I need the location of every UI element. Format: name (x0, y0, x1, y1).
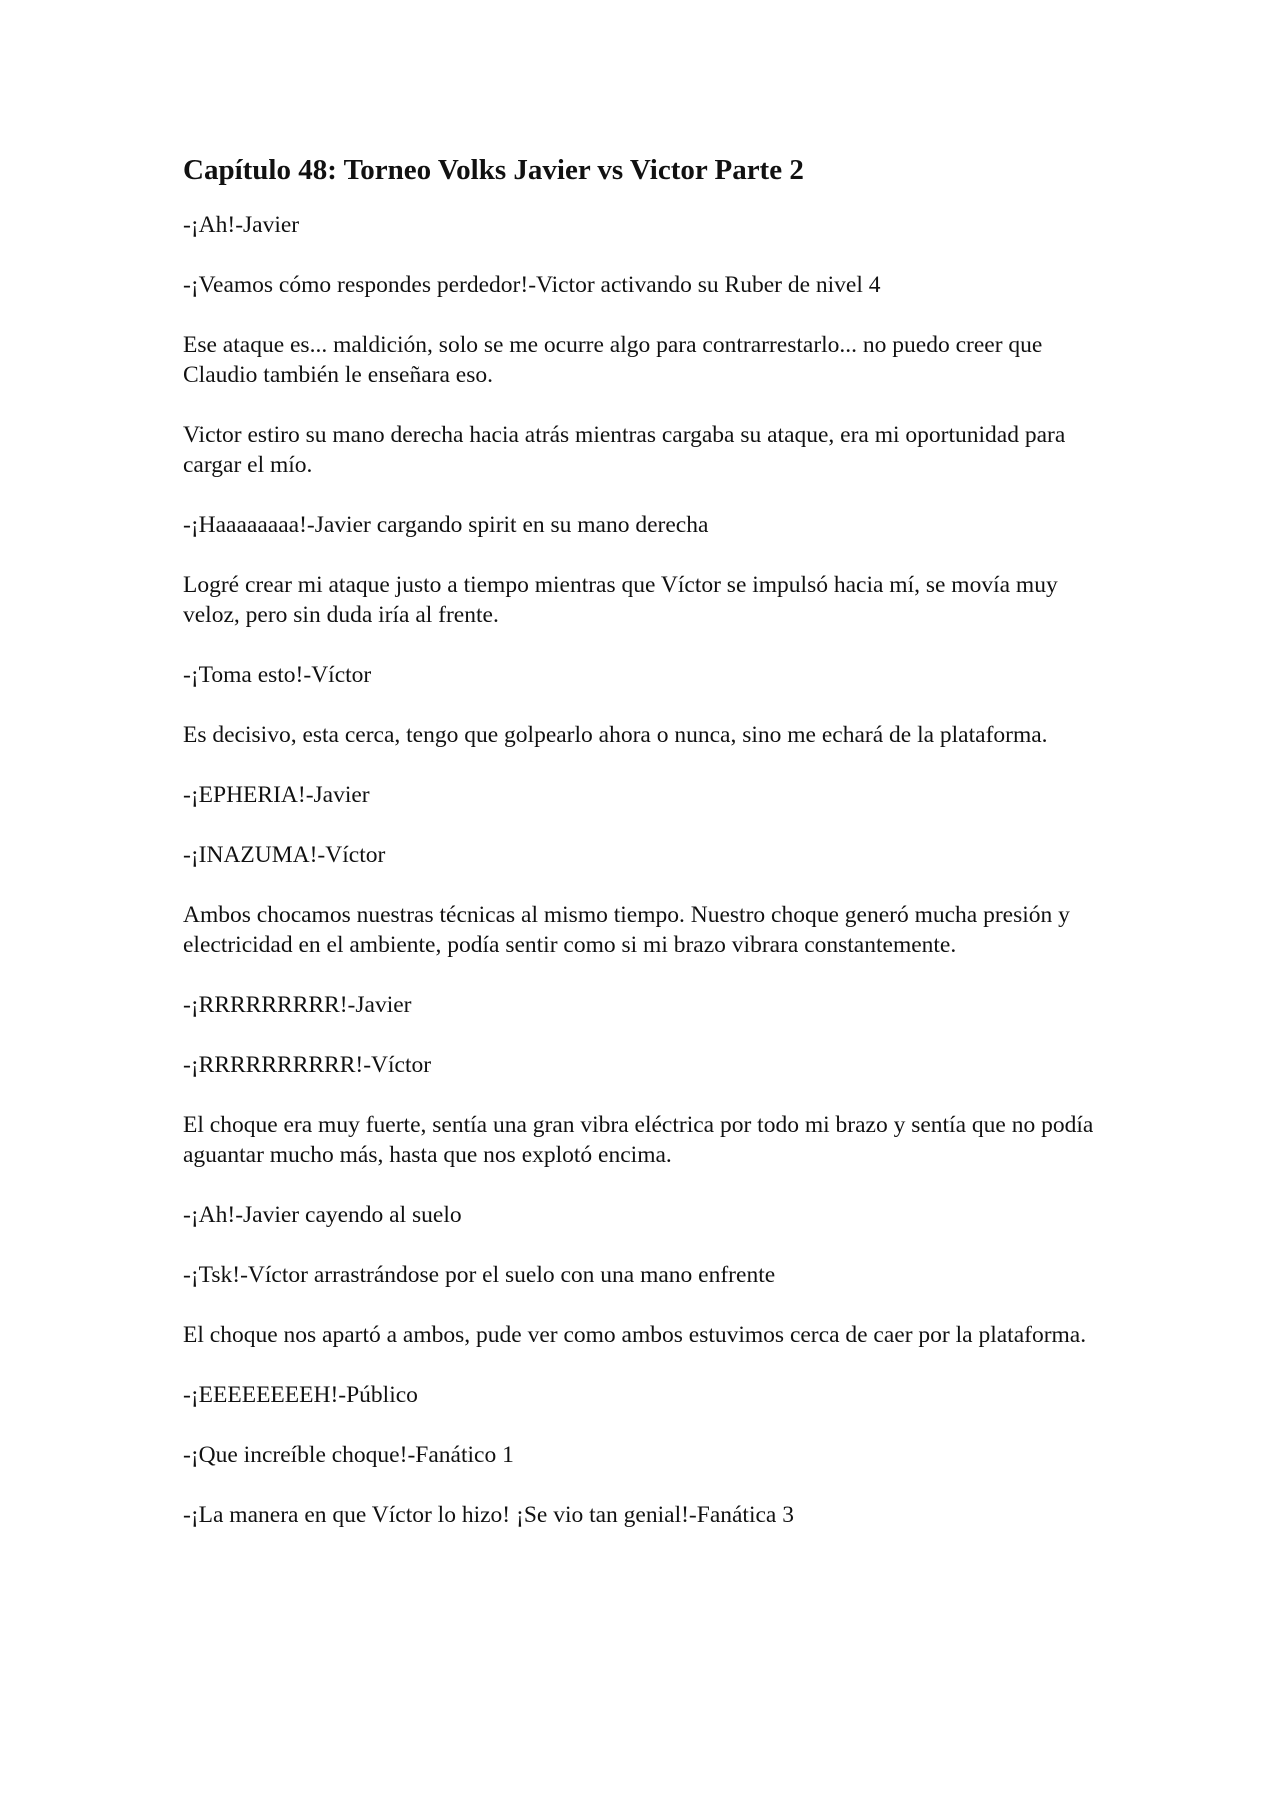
paragraph: -¡EPHERIA!-Javier (183, 782, 370, 808)
paragraph: El choque era muy fuerte, sentía una gran vibra eléctrica por todo mi brazo y sentía que no podía aguantar mucho más, hasta que nos explotó encima. (183, 1112, 1094, 1168)
paragraph: -¡Haaaaaaaa!-Javier cargando spirit en su mano derecha (183, 512, 709, 538)
paragraph: Ese ataque es... maldición, solo se me ocurre algo para contrarrestarlo... no puedo creer que Claudio también le enseñara eso. (183, 332, 1043, 388)
paragraph: Es decisivo, esta cerca, tengo que golpearlo ahora o nunca, sino me echará de la plataforma. (183, 722, 1048, 748)
paragraph: El choque nos apartó a ambos, pude ver como ambos estuvimos cerca de caer por la plataforma. (183, 1322, 1087, 1348)
paragraph: Victor estiro su mano derecha hacia atrás mientras cargaba su ataque, era mi oportunidad para cargar el mío. (183, 422, 1066, 478)
paragraph: Logré crear mi ataque justo a tiempo mientras que Víctor se impulsó hacia mí, se movía muy veloz, pero sin duda iría al frente. (183, 572, 1058, 628)
paragraph: -¡Toma esto!-Víctor (183, 662, 372, 688)
paragraph: -¡Tsk!-Víctor arrastrándose por el suelo con una mano enfrente (183, 1262, 776, 1288)
paragraph: Ambos chocamos nuestras técnicas al mismo tiempo. Nuestro choque generó mucha presión y electricidad en el ambiente, podía sentir como si mi brazo vibrara constantemente. (183, 902, 1070, 958)
paragraph: -¡La manera en que Víctor lo hizo! ¡Se vio tan genial!-Fanática 3 (183, 1502, 794, 1528)
paragraph: -¡Ah!-Javier cayendo al suelo (183, 1202, 462, 1228)
paragraph: -¡RRRRRRRRRR!-Víctor (183, 1052, 432, 1078)
paragraph: -¡Ah!-Javier (183, 212, 300, 238)
paragraph: -¡EEEEEEEEH!-Público (183, 1382, 418, 1408)
paragraph: -¡INAZUMA!-Víctor (183, 842, 386, 868)
paragraph: -¡Que increíble choque!-Fanático 1 (183, 1442, 514, 1468)
document-body (183, 150, 1103, 1560)
paragraph: -¡RRRRRRRRR!-Javier (183, 992, 412, 1018)
chapter-title: Capítulo 48: Torneo Volks Javier vs Victor Parte 2 (183, 154, 804, 186)
paragraph: -¡Veamos cómo respondes perdedor!-Victor activando su Ruber de nivel 4 (183, 272, 881, 298)
